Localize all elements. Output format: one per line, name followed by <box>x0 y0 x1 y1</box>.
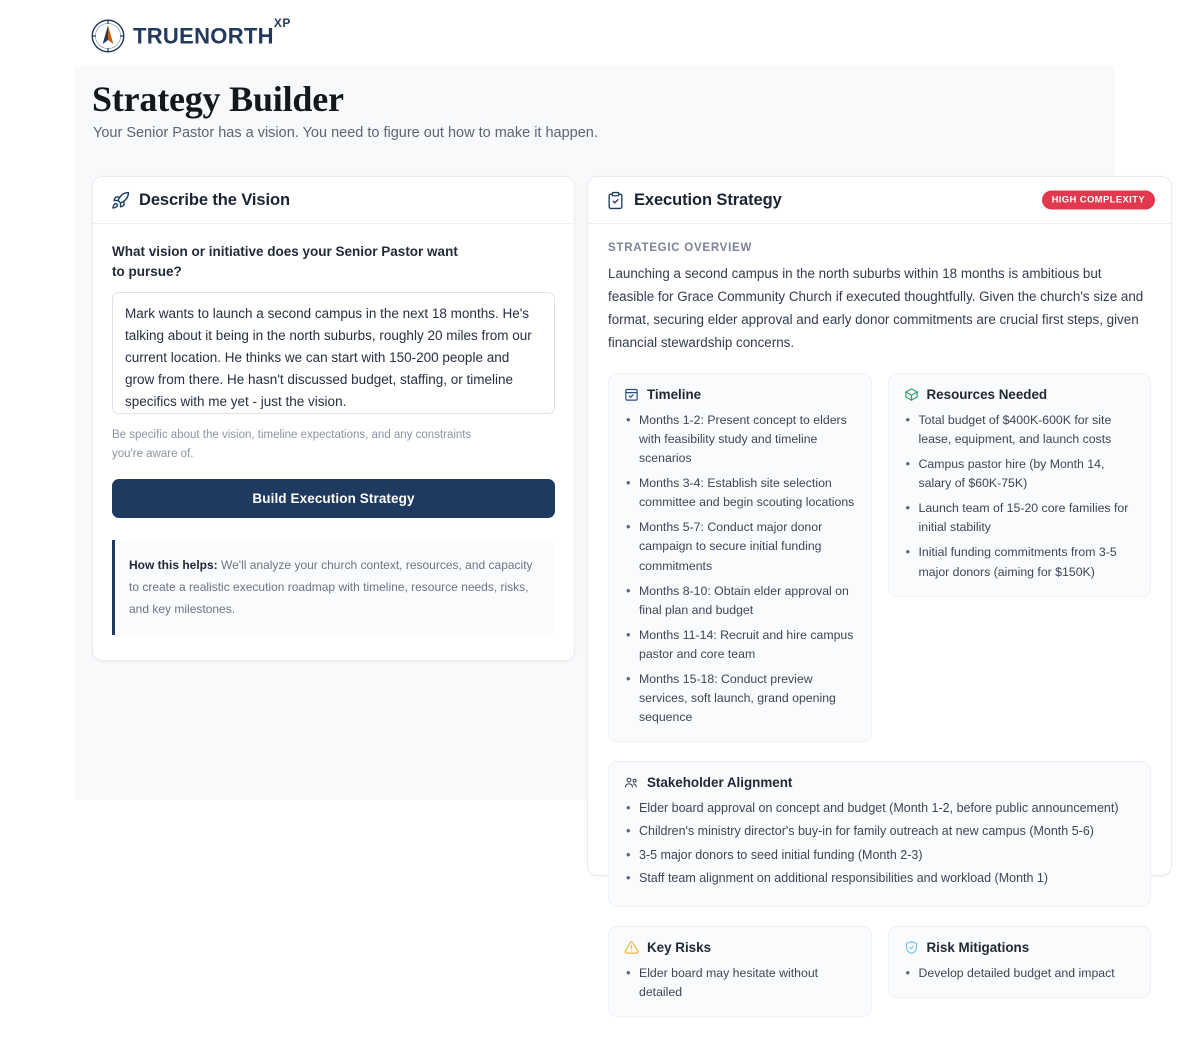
execution-strategy-header <box>588 177 1171 224</box>
complexity-badge: HIGH COMPLEXITY <box>1042 191 1155 210</box>
resources-needed-list <box>904 411 1136 581</box>
page-subtitle: Your Senior Pastor has a vision. You need to figure out how to make it happen. <box>93 125 598 141</box>
list-item: • Elder board approval on concept and budget (Month 1-2, before public announcement) <box>624 799 1135 818</box>
list-item: • Children's ministry director's buy-in for family outreach at new campus (Month 5-6) <box>624 822 1135 841</box>
resources-needed-title: Resources Needed <box>926 387 1048 403</box>
stakeholder-alignment-title: Stakeholder Alignment <box>647 774 793 790</box>
list-item: • Staff team alignment on additional responsibilities and workload (Month 1) <box>624 869 1135 888</box>
key-risks-title: Key Risks <box>647 940 712 956</box>
execution-strategy-title: Execution Strategy <box>634 191 782 209</box>
rocket-icon <box>111 191 130 210</box>
timeline-resources-row <box>608 373 1151 742</box>
build-execution-strategy-button[interactable]: Build Execution Strategy <box>112 479 555 518</box>
resources-needed-card <box>888 373 1152 596</box>
list-item: • Elder board may hesitate without detailed <box>624 964 856 1002</box>
list-item: • Months 15-18: Conduct preview services, soft launch, grand opening sequence <box>624 670 856 727</box>
vision-field-label: What vision or initiative does your Senior Pastor want to pursue? <box>112 244 458 279</box>
execution-strategy-body <box>588 224 1171 1037</box>
strategic-overview-kicker: STRATEGIC OVERVIEW <box>608 242 753 254</box>
vision-textarea[interactable] <box>112 292 555 414</box>
timeline-header <box>624 387 856 402</box>
risk-mitigations-card <box>888 926 1152 998</box>
describe-vision-title: Describe the Vision <box>139 191 290 209</box>
timeline-title: Timeline <box>647 387 702 403</box>
key-risks-list <box>624 964 856 1002</box>
brand-name: $TRUENORTH^{XP}$ <box>133 15 291 49</box>
list-item: • Months 1-2: Present concept to elders with feasibility study and timeline scenarios <box>624 411 856 468</box>
package-box-icon <box>904 387 919 402</box>
clipboard-check-icon <box>606 191 625 210</box>
risks-mitigations-row <box>608 926 1151 1017</box>
vision-hint: Be specific about the vision, timeline expectations, and any constraints you're aware of. <box>112 429 472 460</box>
stakeholder-alignment-card <box>608 761 1151 908</box>
risk-mitigations-list <box>904 964 1136 983</box>
key-risks-card <box>608 926 872 1017</box>
page-title: Strategy Builder <box>92 79 344 119</box>
people-group-icon <box>624 775 639 790</box>
list-item: • Months 3-4: Establish site selection committee and begin scouting locations <box>624 474 856 512</box>
list-item: • Months 11-14: Recruit and hire campus pastor and core team <box>624 626 856 664</box>
list-item: • Initial funding commitments from 3-5 major donors (aiming for $150K) <box>904 543 1136 581</box>
shield-check-icon <box>904 940 919 955</box>
how-this-helps-callout <box>112 540 555 636</box>
describe-vision-header <box>93 177 574 224</box>
warning-triangle-icon <box>624 940 639 955</box>
brand-logo[interactable] <box>90 15 291 54</box>
describe-vision-panel <box>92 176 575 661</box>
strategic-overview-text: Launching a second campus in the north suburbs within 18 months is ambitious but feasible for Grace Community Church if executed thoughtfully. Given the church's size and format, securing elder approval and early donor commitments are crucial first steps, given financial stewardship concerns. <box>608 266 1144 351</box>
risk-mitigations-header <box>904 940 1136 955</box>
list-item: • Develop detailed budget and impact <box>904 964 1136 983</box>
content-canvas <box>75 66 1145 1000</box>
brand-superscript: XP <box>273 15 291 30</box>
list-item: • Months 5-7: Conduct major donor campaign to secure initial funding commitments <box>624 518 856 575</box>
resources-needed-header <box>904 387 1136 402</box>
timeline-list <box>624 411 856 727</box>
stakeholder-alignment-header <box>624 775 1135 790</box>
stakeholder-alignment-list <box>624 799 1135 889</box>
key-risks-header <box>624 940 856 955</box>
calendar-check-icon <box>624 387 639 402</box>
list-item: • Campus pastor hire (by Month 14, salary of $60K-75K) <box>904 455 1136 493</box>
list-item: • Launch team of 15-20 core families for initial stability <box>904 499 1136 537</box>
how-this-helps-label: How this helps: <box>129 557 218 572</box>
list-item: • Total budget of $400K-600K for site lease, equipment, and launch costs <box>904 411 1136 449</box>
execution-strategy-panel <box>587 176 1172 1000</box>
list-item: • Months 8-10: Obtain elder approval on final plan and budget <box>624 582 856 620</box>
risk-mitigations-title: Risk Mitigations <box>926 940 1030 956</box>
compass-icon <box>90 18 126 54</box>
timeline-card <box>608 373 872 742</box>
how-this-helps-text: We'll analyze your church context, resources, and capacity to create a realistic execution roadmap with timeline, resource needs, risks, and key milestones. <box>129 557 533 617</box>
list-item: • 3-5 major donors to seed initial funding (Month 2-3) <box>624 846 1135 865</box>
vision-form <box>93 224 574 655</box>
